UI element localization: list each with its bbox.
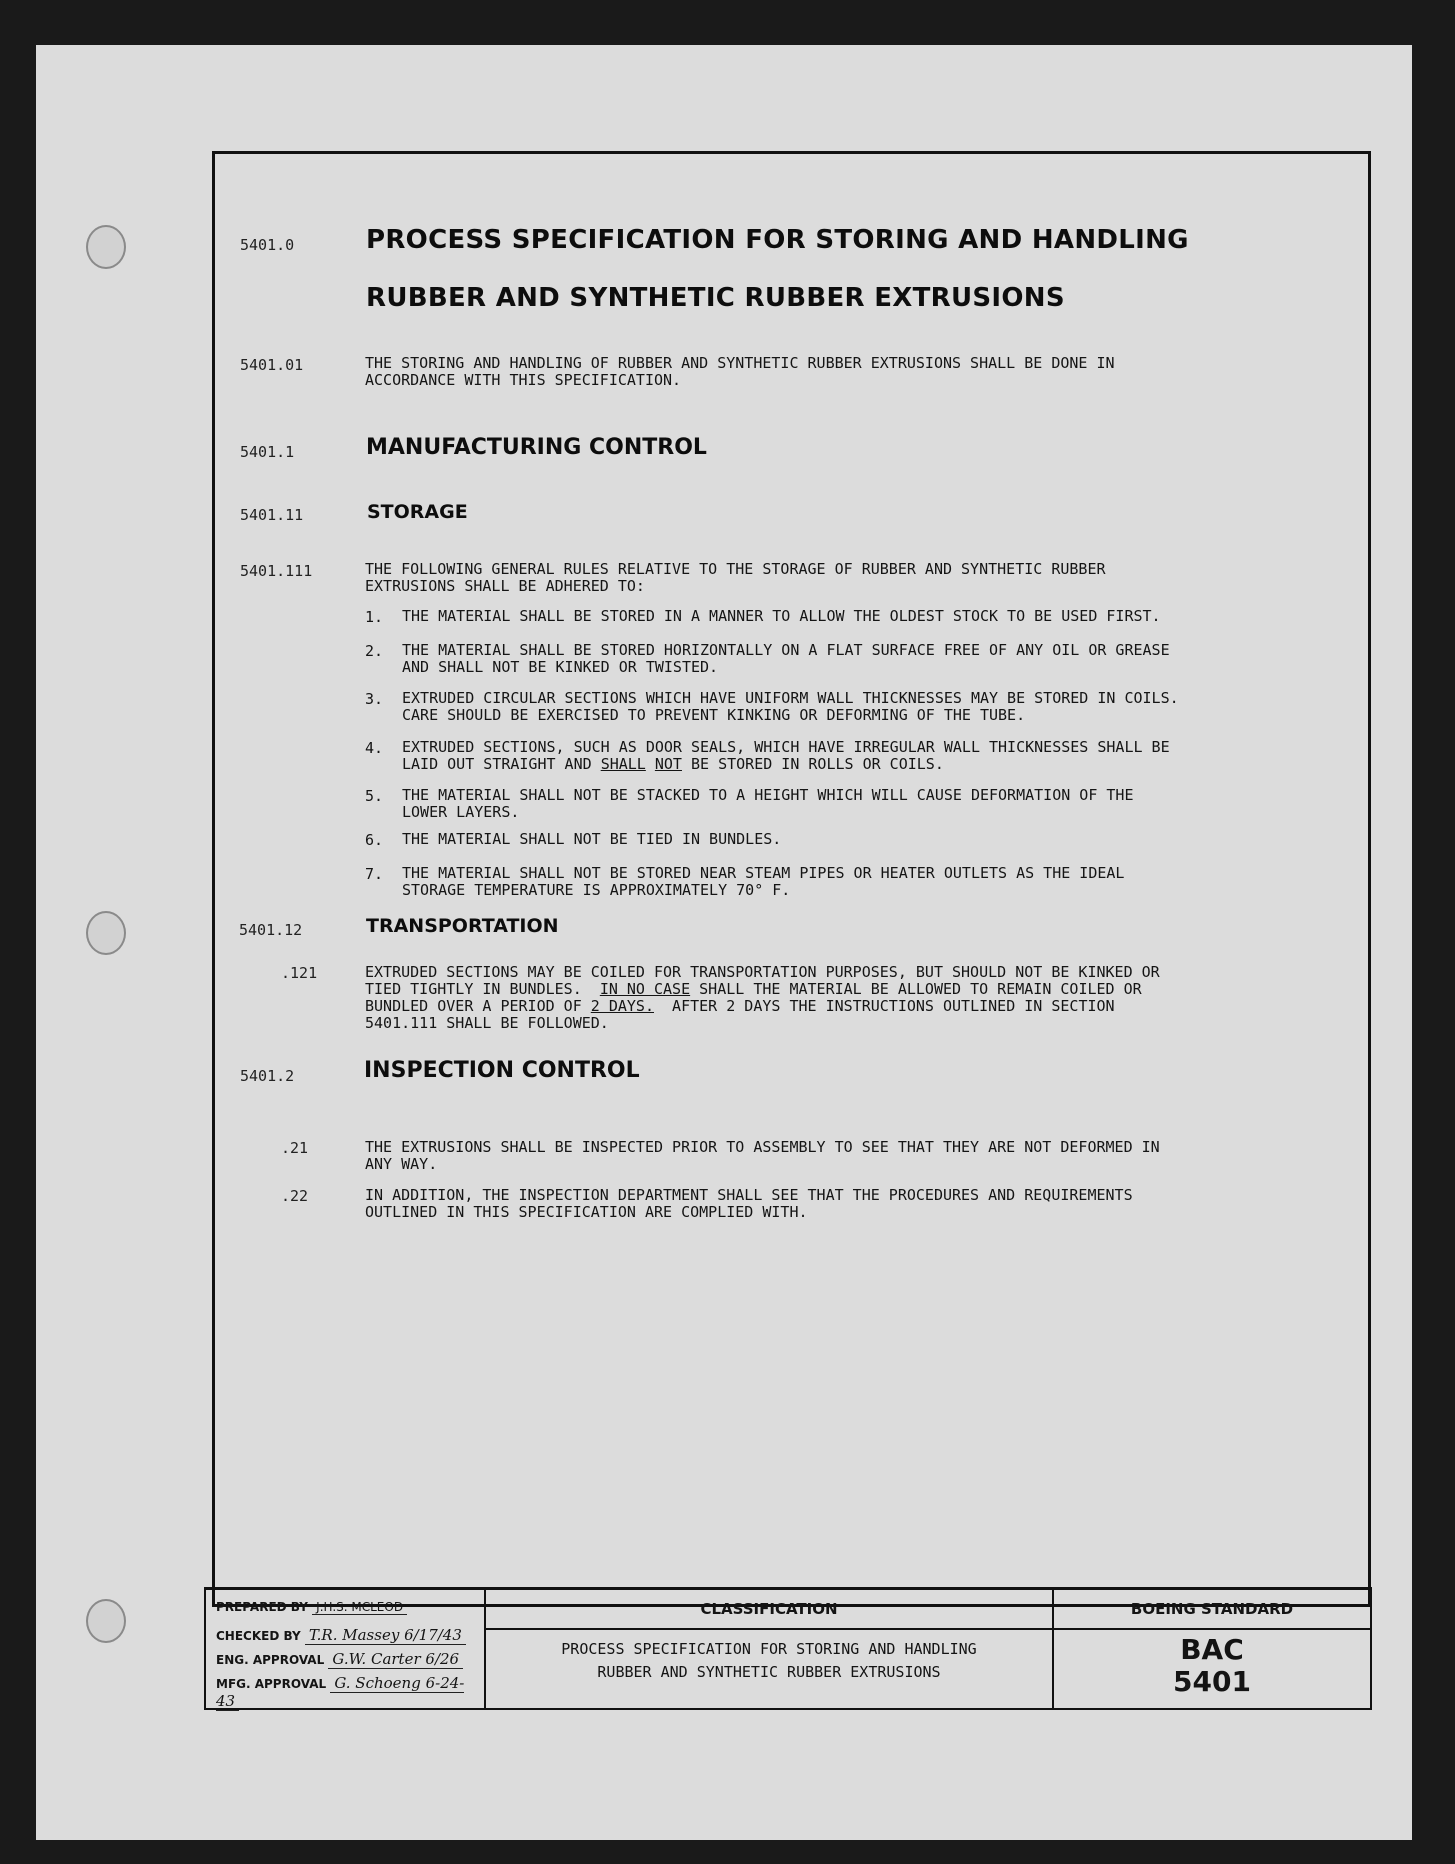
section-text: IN ADDITION, THE INSPECTION DEPARTMENT SHALL SEE THAT THE PROCEDURES AND REQUIREMENTS OUTLINED IN THIS SPECIFICATION ARE COMPLIED WITH. <box>365 1186 1133 1221</box>
section-number: .22 <box>281 1187 309 1205</box>
list-number: 2. <box>365 642 384 660</box>
checked-by: CHECKED BY T.R. Massey 6/17/43 <box>216 1626 466 1644</box>
standard-cell <box>1054 1590 1370 1708</box>
list-number: 5. <box>365 787 384 805</box>
section-text: THE STORING AND HANDLING OF RUBBER AND SYNTHETIC RUBBER EXTRUSIONS SHALL BE DONE IN ACCORDANCE WITH THIS SPECIFICATION. <box>365 354 1115 389</box>
list-item: EXTRUDED SECTIONS, SUCH AS DOOR SEALS, WHICH HAVE IRREGULAR WALL THICKNESSES SHALL BE LAID OUT STRAIGHT AND SHALL NOT BE STORED IN ROLLS OR COILS. <box>402 738 1170 773</box>
document-sheet <box>36 45 1412 1840</box>
list-item: THE MATERIAL SHALL NOT BE TIED IN BUNDLES. <box>402 830 782 848</box>
list-number: 7. <box>365 865 384 883</box>
punch-hole <box>86 911 126 955</box>
section-number: .21 <box>281 1139 309 1157</box>
list-number: 4. <box>365 739 384 757</box>
section-heading-storage: STORAGE <box>367 501 468 523</box>
section-number: 5401.0 <box>240 236 295 254</box>
section-number: 5401.2 <box>240 1067 295 1085</box>
list-item: THE MATERIAL SHALL BE STORED IN A MANNER TO ALLOW THE OLDEST STOCK TO BE USED FIRST. <box>402 607 1161 625</box>
eng-approval: ENG. APPROVAL G.W. Carter 6/26 <box>216 1650 463 1668</box>
section-text: THE FOLLOWING GENERAL RULES RELATIVE TO THE STORAGE OF RUBBER AND SYNTHETIC RUBBER EXTRUSIONS SHALL BE ADHERED TO: <box>365 560 1106 595</box>
page-title-line1: PROCESS SPECIFICATION FOR STORING AND HANDLING <box>366 225 1189 255</box>
section-heading-manufacturing-control: MANUFACTURING CONTROL <box>366 435 707 460</box>
approvals-cell <box>206 1590 486 1708</box>
list-item: EXTRUDED CIRCULAR SECTIONS WHICH HAVE UNIFORM WALL THICKNESSES MAY BE STORED IN COILS. CARE SHOULD BE EXERCISED TO PREVENT KINKING OR DEFORMING OF THE TUBE. <box>402 689 1179 724</box>
page-title-line2: RUBBER AND SYNTHETIC RUBBER EXTRUSIONS <box>366 283 1065 313</box>
standard-header: BOEING STANDARD <box>1054 1590 1370 1630</box>
list-item: THE MATERIAL SHALL BE STORED HORIZONTALLY ON A FLAT SURFACE FREE OF ANY OIL OR GREASE AND SHALL NOT BE KINKED OR TWISTED. <box>402 641 1170 676</box>
list-number: 6. <box>365 831 384 849</box>
list-item: THE MATERIAL SHALL NOT BE STORED NEAR STEAM PIPES OR HEATER OUTLETS AS THE IDEAL STORAGE TEMPERATURE IS APPROXIMATELY 70° F. <box>402 864 1125 899</box>
section-number: 5401.1 <box>240 443 295 461</box>
section-number: .121 <box>281 964 318 982</box>
section-heading-inspection-control: INSPECTION CONTROL <box>364 1058 640 1083</box>
mfg-approval: MFG. APPROVAL G. Schoeng 6-24-43 <box>216 1674 465 1710</box>
section-number: 5401.111 <box>240 562 313 580</box>
section-number: 5401.12 <box>239 921 303 939</box>
title-block <box>204 1587 1372 1710</box>
classification-title: PROCESS SPECIFICATION FOR STORING AND HANDLING RUBBER AND SYNTHETIC RUBBER EXTRUSIONS <box>561 1640 977 1681</box>
section-number: 5401.01 <box>240 356 304 374</box>
prepared-by: PREPARED BY J.H.S. MCLEOD <box>216 1600 407 1614</box>
list-number: 3. <box>365 690 384 708</box>
section-number: 5401.11 <box>240 506 304 524</box>
classification-header: CLASSIFICATION <box>486 1590 1052 1630</box>
section-heading-transportation: TRANSPORTATION <box>366 915 559 937</box>
list-number: 1. <box>365 608 384 626</box>
section-text: EXTRUDED SECTIONS MAY BE COILED FOR TRANSPORTATION PURPOSES, BUT SHOULD NOT BE KINKED OR TIED TIGHTLY IN BUNDLES. IN NO CASE SHALL THE MATERIAL BE ALLOWED TO REMAIN COILED OR BUNDLED OVER A PERIOD OF 2 DAYS. AFTER 2 DAYS THE INSTRUCTIONS OUTLINED IN SECTION 5401.111 SHALL BE FOLLOWED. <box>365 963 1160 1032</box>
standard-number: BAC 5401 <box>1173 1633 1251 1698</box>
section-text: THE EXTRUSIONS SHALL BE INSPECTED PRIOR TO ASSEMBLY TO SEE THAT THEY ARE NOT DEFORMED IN ANY WAY. <box>365 1138 1160 1173</box>
punch-hole <box>86 225 126 269</box>
list-item: THE MATERIAL SHALL NOT BE STACKED TO A HEIGHT WHICH WILL CAUSE DEFORMATION OF THE LOWER LAYERS. <box>402 786 1134 821</box>
classification-cell <box>486 1590 1054 1708</box>
punch-hole <box>86 1599 126 1643</box>
